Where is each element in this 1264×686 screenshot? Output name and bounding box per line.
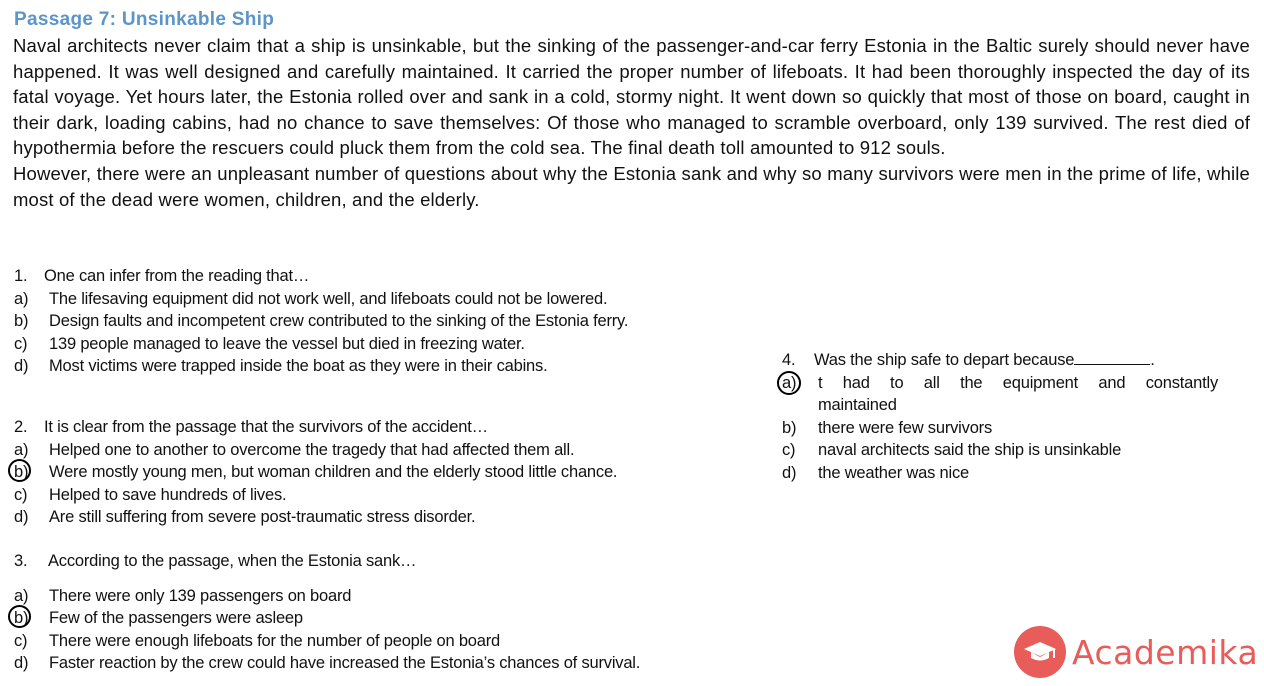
- answer-circle-mark: [777, 371, 801, 395]
- option-text: Most victims were trapped inside the boat as they were in their cabins.: [49, 357, 548, 375]
- question-text: Was the ship safe to depart because: [814, 351, 1075, 369]
- option-text: Helped to save hundreds of lives.: [49, 485, 287, 504]
- option-c[interactable]: [14, 630, 640, 653]
- question-number: 3.: [14, 552, 28, 570]
- option-text: there were few survivors: [818, 418, 993, 437]
- question-text: According to the passage, when the Estonia sank…: [48, 552, 417, 570]
- question-number: 2.: [14, 418, 28, 436]
- option-d[interactable]: [14, 355, 628, 378]
- question-stem: [14, 550, 640, 573]
- option-letter: b): [14, 609, 29, 627]
- option-text: 139 people managed to leave the vessel but died in freezing water.: [49, 334, 525, 353]
- question-stem: [782, 349, 1222, 372]
- question-number: 1.: [14, 267, 28, 285]
- option-letter: b): [14, 312, 29, 330]
- option-c[interactable]: [14, 484, 617, 507]
- option-text: [818, 372, 1218, 417]
- option-a[interactable]: [14, 439, 617, 462]
- option-d[interactable]: [14, 652, 640, 675]
- option-a[interactable]: [782, 372, 1222, 417]
- option-letter: c): [782, 441, 796, 459]
- option-letter: a): [14, 289, 29, 308]
- option-text: the weather was nice: [818, 463, 970, 482]
- option-text: naval architects said the ship is unsinkable: [818, 441, 1122, 459]
- option-text-line-2: maintained: [818, 396, 897, 414]
- option-letter: a): [14, 440, 29, 459]
- question-2: [14, 416, 617, 529]
- option-letter: a): [14, 586, 29, 605]
- option-letter: c): [14, 485, 28, 504]
- question-stem: [14, 265, 628, 288]
- question-stem-end: .: [1150, 351, 1155, 369]
- question-text: It is clear from the passage that the survivors of the accident…: [44, 418, 488, 436]
- option-text: Are still suffering from severe post-traumatic stress disorder.: [49, 508, 476, 526]
- option-letter: c): [14, 334, 28, 353]
- option-text: There were only 139 passengers on board: [49, 586, 352, 605]
- option-b[interactable]: [782, 417, 1222, 440]
- option-text: Were mostly young men, but woman children and the elderly stood little chance.: [49, 463, 618, 481]
- option-c[interactable]: [14, 333, 628, 356]
- option-c[interactable]: [782, 439, 1222, 462]
- academika-logo: [1014, 626, 1258, 678]
- option-text: Helped one to another to overcome the tragedy that had affected them all.: [49, 440, 575, 459]
- option-text: There were enough lifeboats for the number of people on board: [49, 631, 501, 650]
- option-letter: d): [14, 654, 29, 672]
- option-a[interactable]: [14, 288, 628, 311]
- passage-paragraph-1: Naval architects never claim that a ship is unsinkable, but the sinking of the passenger-and-car ferry Estonia in the Baltic surely should never have happened. It was well designed and carefully maintained. It carried the proper number of lifeboats. It had been thoroughly inspected the day of its fatal voyage. Yet hours later, the Estonia rolled over and sank in a cold, stormy night. It went down so quickly that most of those on board, caught in their dark, loading cabins, had no chance to save themselves: Of those who managed to scramble overboard, only 139 survived. The rest died of hypothermia before the rescuers could pluck them from the cold sea. The final death toll amounted to 912 souls.: [13, 35, 1250, 159]
- answer-circle-mark: [8, 459, 31, 482]
- option-letter: d): [14, 357, 29, 375]
- option-letter: d): [14, 508, 29, 526]
- question-4: [782, 349, 1222, 484]
- option-text-line-1: t had to all the equipment and constantly: [818, 373, 1218, 392]
- option-letter: a): [782, 373, 797, 392]
- option-b[interactable]: [14, 607, 640, 630]
- question-number: 4.: [782, 351, 796, 369]
- answer-blank[interactable]: [1074, 350, 1150, 365]
- option-text: Design faults and incompetent crew contributed to the sinking of the Estonia ferry.: [49, 312, 629, 330]
- option-letter: b): [782, 418, 797, 437]
- passage-title: Passage 7: Unsinkable Ship: [14, 9, 275, 30]
- graduation-cap-icon: [1014, 626, 1066, 678]
- option-letter: d): [782, 463, 797, 482]
- question-stem: [14, 416, 617, 439]
- question-text: One can infer from the reading that…: [44, 267, 310, 285]
- option-a[interactable]: [14, 585, 640, 608]
- option-text: The lifesaving equipment did not work well, and lifeboats could not be lowered.: [49, 289, 608, 308]
- passage-body: [13, 33, 1250, 212]
- option-text: Faster reaction by the crew could have increased the Estonia’s chances of survival.: [49, 654, 641, 672]
- option-letter: c): [14, 631, 28, 650]
- option-letter: b): [14, 463, 29, 481]
- question-1: [14, 265, 628, 378]
- option-d[interactable]: [14, 506, 617, 529]
- passage-paragraph-2: However, there were an unpleasant number of questions about why the Estonia sank and why so many survivors were men in the prime of life, while most of the dead were women, children, and the elderly.: [13, 162, 1250, 210]
- option-b[interactable]: [14, 461, 617, 484]
- answer-circle-mark: [8, 605, 31, 628]
- option-b[interactable]: [14, 310, 628, 333]
- logo-text: Academika: [1072, 632, 1259, 672]
- question-3: [14, 550, 640, 675]
- option-text: Few of the passengers were asleep: [49, 609, 303, 627]
- option-d[interactable]: [782, 462, 1222, 485]
